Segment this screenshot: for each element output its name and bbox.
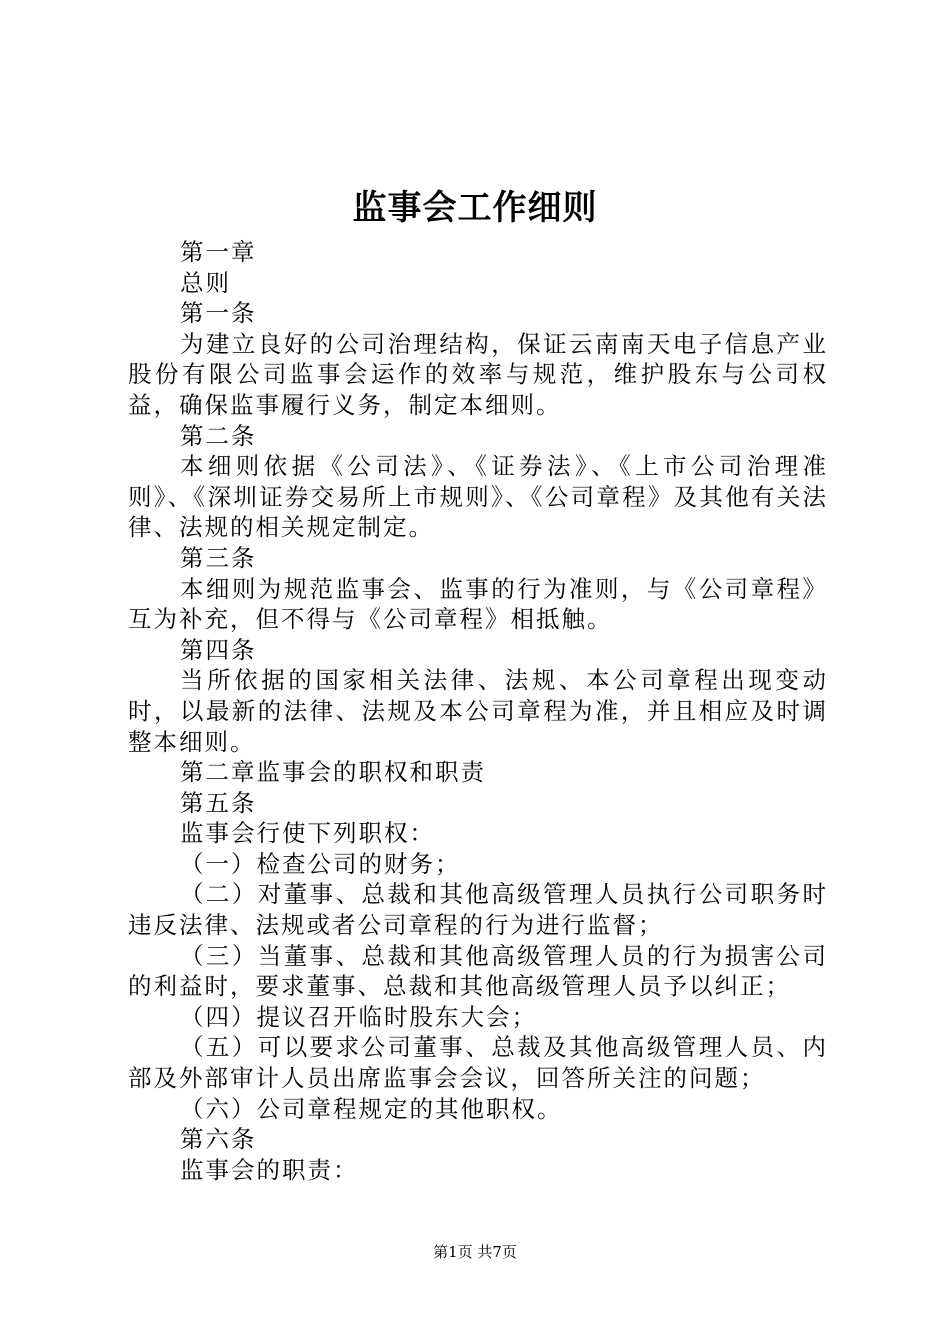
article-paragraph: 监事会行使下列职权：: [180, 819, 435, 848]
article-heading: 第二条: [180, 421, 257, 450]
list-item: （一）检查公司的财务；: [180, 849, 461, 878]
list-item: （五）可以要求公司董事、总裁及其他高级管理人员、内部及外部审计人员出席监事会会议，回答所关注的问题；: [128, 1033, 828, 1093]
article-heading: 第一条: [180, 299, 257, 328]
document-body: [128, 237, 828, 1185]
article-heading: 第六条: [180, 1125, 257, 1154]
list-item: （六）公司章程规定的其他职权。: [180, 1094, 563, 1123]
chapter-heading: 第二章监事会的职权和职责: [180, 758, 486, 787]
article-heading: 第三条: [180, 543, 257, 572]
document-title: 监事会工作细则: [352, 188, 598, 228]
section-heading: 总则: [180, 268, 231, 297]
list-item: （二）对董事、总裁和其他高级管理人员执行公司职务时违反法律、法规或者公司章程的行为进行监督；: [128, 880, 828, 940]
article-paragraph: 为建立良好的公司治理结构，保证云南南天电子信息产业股份有限公司监事会运作的效率与规范，维护股东与公司权益，确保监事履行义务，制定本细则。: [128, 329, 828, 419]
article-paragraph: 本细则为规范监事会、监事的行为准则，与《公司章程》互为补充，但不得与《公司章程》相抵触。: [128, 574, 828, 634]
article-heading: 第五条: [180, 788, 257, 817]
article-paragraph: 监事会的职责：: [180, 1155, 359, 1184]
page-footer: 第1页 共7页: [433, 1243, 517, 1261]
article-paragraph: 当所依据的国家相关法律、法规、本公司章程出现变动时，以最新的法律、法规及本公司章程为准，并且相应及时调整本细则。: [128, 666, 828, 756]
chapter-heading: 第一章: [180, 238, 257, 266]
list-item: （三）当董事、总裁和其他高级管理人员的行为损害公司的利益时，要求董事、总裁和其他高级管理人员予以纠正；: [128, 941, 828, 1001]
article-heading: 第四条: [180, 635, 257, 664]
list-item: （四）提议召开临时股东大会；: [180, 1002, 537, 1031]
article-paragraph: 本细则依据《公司法》、《证券法》、《上市公司治理准则》、《深圳证券交易所上市规则》、《公司章程》及其他有关法律、法规的相关规定制定。: [128, 452, 828, 542]
